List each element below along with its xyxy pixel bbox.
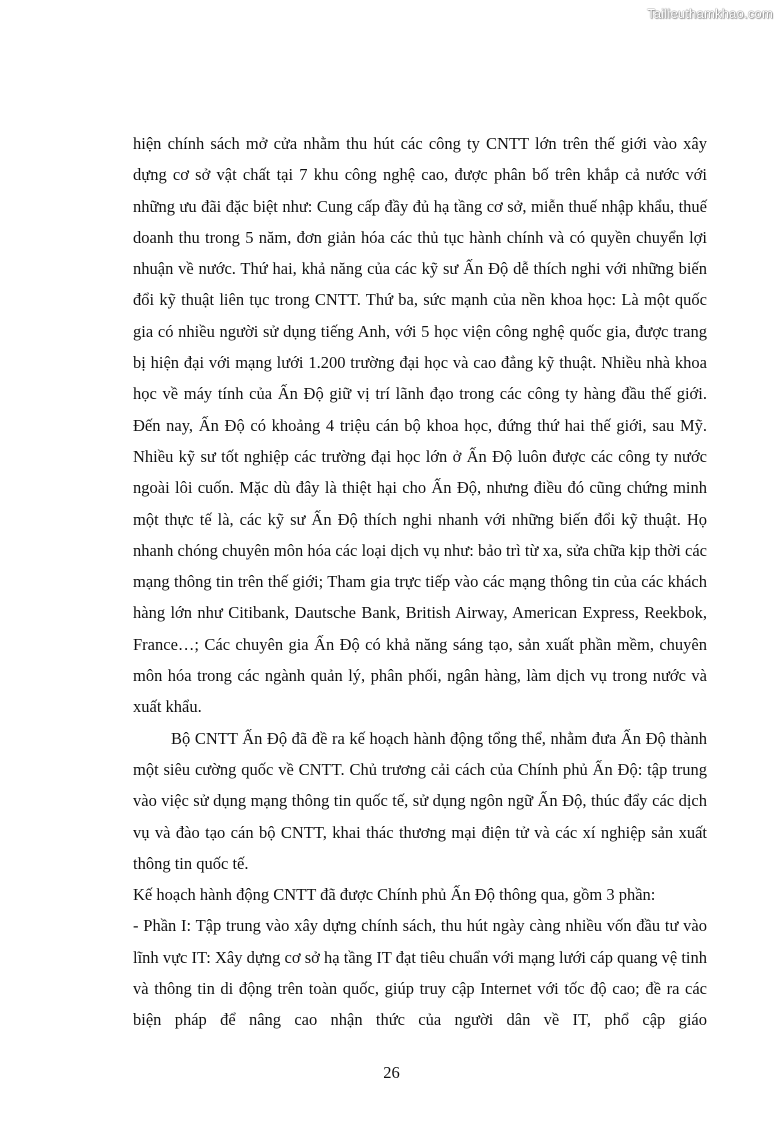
paragraph-1: hiện chính sách mở cửa nhằm thu hút các công ty CNTT lớn trên thế giới vào xây dựng cơ sở vật chất tại 7 khu công nghệ cao, được phân bố trên khắp cả nước với những ưu đãi đặc biệt như: Cung cấp đầy đủ hạ tầng cơ sở, miễn thuế nhập khẩu, thuế doanh thu trong 5 năm, đơn giản hóa các thủ tục hành chính và có quyền chuyển lợi nhuận về nước. Thứ hai, khả năng của các kỹ sư Ấn Độ dễ thích nghi với những biến đổi kỹ thuật liên tục trong CNTT. Thứ ba, sức mạnh của nền khoa học: Là một quốc gia có nhiều người sử dụng tiếng Anh, với 5 học viện công nghệ quốc gia, được trang bị hiện đại với mạng lưới 1.200 trường đại học và cao đẳng kỹ thuật. Nhiều nhà khoa học về máy tính của Ấn Độ giữ vị trí lãnh đạo trong các công ty hàng đầu thế giới. Đến nay, Ấn Độ có khoảng 4 triệu cán bộ khoa học, đứng thứ hai thế giới, sau Mỹ. Nhiều kỹ sư tốt nghiệp các trường đại học lớn ở Ấn Độ luôn được các công ty nước ngoài lôi cuốn. Mặc dù đây là thiệt hại cho Ấn Độ, nhưng điều đó cũng chứng minh một thực tế là, các kỹ sư Ấn Độ thích nghi nhanh với những biến đổi kỹ thuật. Họ nhanh chóng chuyên môn hóa các loại dịch vụ như: bảo trì từ xa, sửa chữa kịp thời các mạng thông tin trên thế giới; Tham gia trực tiếp vào các mạng thông tin của các khách hàng lớn như Citibank, Dautsche Bank, British Airway, American Express, Reekbok, France…; Các chuyên gia Ấn Độ có khả năng sáng tạo, sản xuất phần mềm, chuyên môn hóa trong các ngành quản lý, phân phối, ngân hàng, làm dịch vụ trong nước và xuất khẩu. (133, 134, 707, 717)
watermark-text: Tailieuthamkhao.com (647, 6, 773, 21)
paragraph-2: Bộ CNTT Ấn Độ đã đề ra kế hoạch hành động tổng thể, nhằm đưa Ấn Độ thành một siêu cường quốc về CNTT. Chủ trương cải cách của Chính phủ Ấn Độ: tập trung vào việc sử dụng mạng thông tin quốc tế, sử dụng ngôn ngữ Ấn Độ, thúc đẩy các dịch vụ và đào tạo cán bộ CNTT, khai thác thương mại điện tử và các xí nghiệp sản xuất thông tin quốc tế. (133, 728, 707, 873)
page-number: 26 (383, 1063, 400, 1082)
document-body (133, 128, 707, 1036)
paragraph-4: - Phần I: Tập trung vào xây dựng chính sách, thu hút ngày càng nhiều vốn đầu tư vào lĩnh vực IT: Xây dựng cơ sở hạ tầng IT đạt tiêu chuẩn với mạng lưới cáp quang vệ tinh và thông tin di động trên toàn quốc, giúp truy cập Internet với tốc độ cao; đề ra các biện pháp để nâng cao nhận thức của người dân về IT, phổ cập giáo (133, 916, 707, 1030)
paragraph-3: Kế hoạch hành động CNTT đã được Chính phủ Ấn Độ thông qua, gồm 3 phần: (133, 885, 656, 905)
